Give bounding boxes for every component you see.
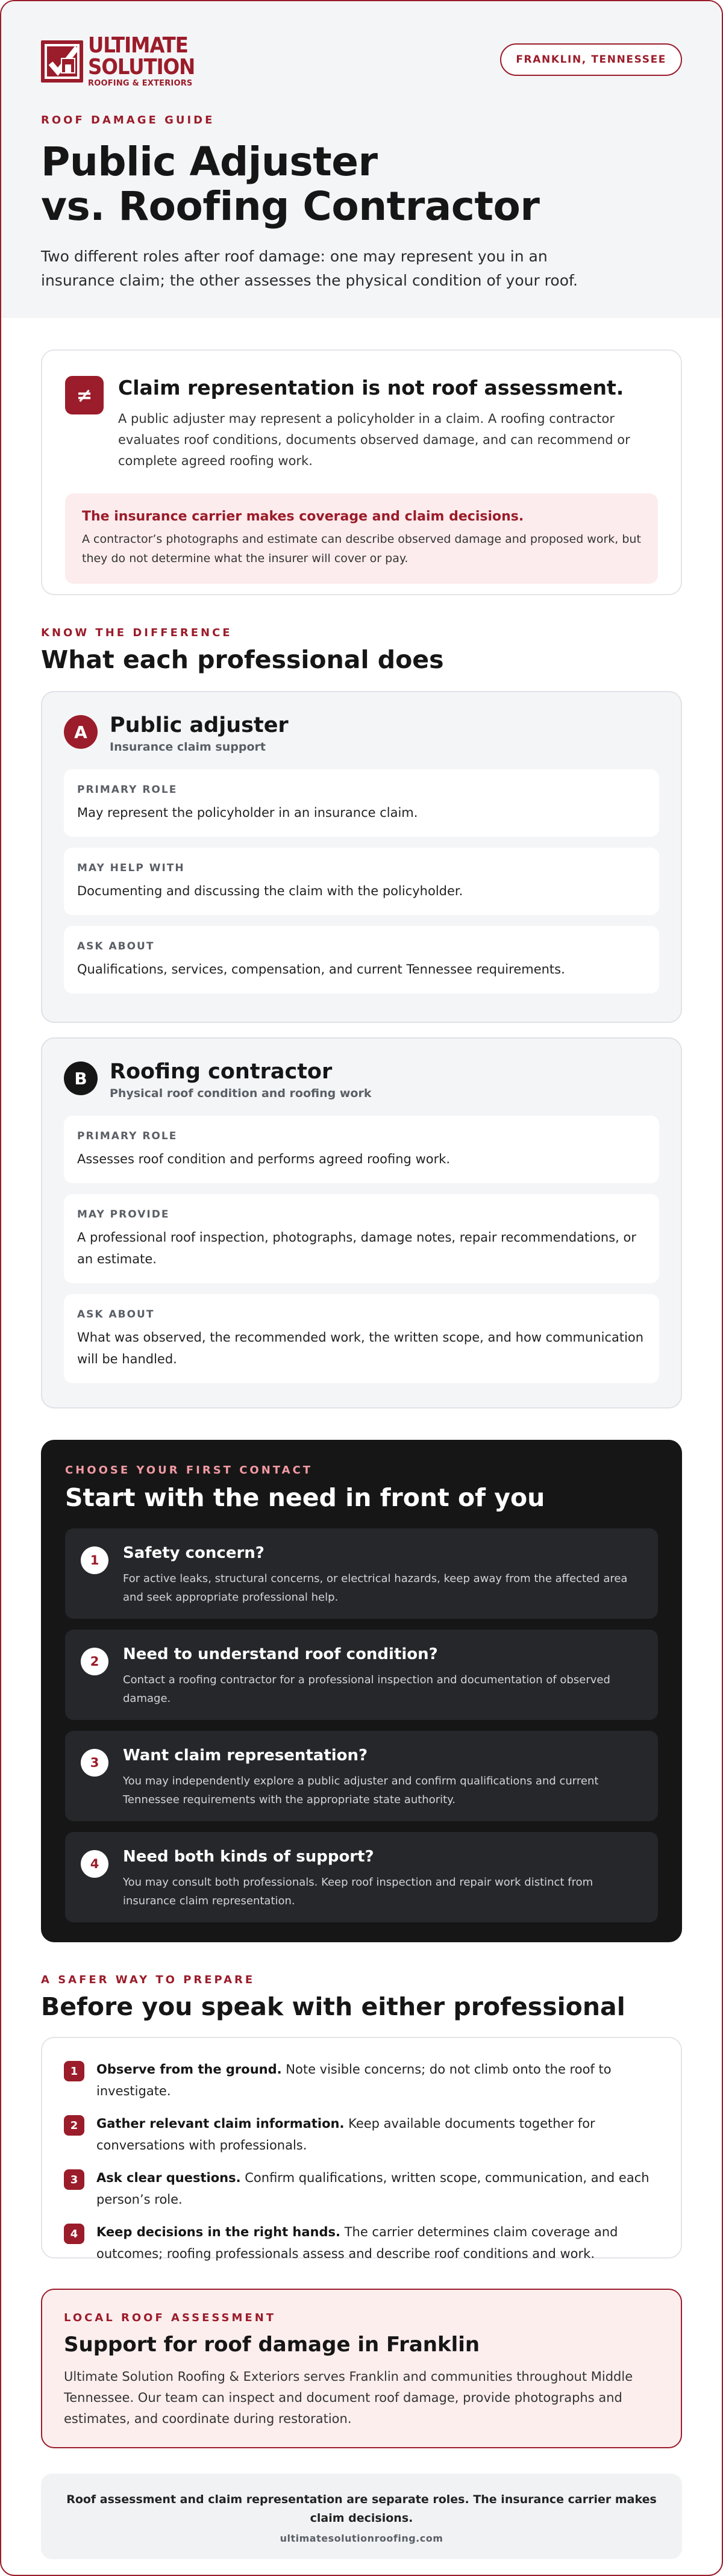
hero-eyebrow: ROOF DAMAGE GUIDE	[41, 114, 215, 127]
field-text: What was observed, the recommended work, the written scope, and how communication will be handled.	[77, 1330, 644, 1366]
list-item	[64, 2167, 659, 2210]
list-item-lead: Gather relevant claim information.	[96, 2116, 345, 2131]
step-card	[65, 1630, 658, 1720]
step-title: Safety concern?	[123, 1544, 264, 1562]
hero-lead: Two different roles after roof damage: one may represent you in an insurance claim; the other assesses the physical condition of your roof.	[41, 248, 578, 289]
list-item-text: Confirm qualifications, written scope, communication, and each person’s role.	[96, 2171, 649, 2207]
footer	[41, 2474, 682, 2559]
list-item-text: The carrier determines claim coverage and outcomes; roofing professionals assess and describe roof conditions and work.	[96, 2225, 618, 2261]
not-equal-icon: ≠	[65, 376, 104, 414]
role-field	[64, 769, 659, 837]
list-item-lead: Keep decisions in the right hands.	[96, 2225, 341, 2239]
local-title: Support for roof damage in Franklin	[64, 2333, 480, 2357]
step-number: 3	[81, 1749, 108, 1777]
role-field	[64, 848, 659, 915]
notice-card	[41, 349, 682, 595]
role-letter-badge: A	[64, 715, 98, 749]
hero-section	[1, 1, 722, 318]
callout-body: A contractor’s photographs and estimate can describe observed damage and proposed work, but they do not determine what the insurer will cover or pay.	[82, 533, 641, 565]
list-item-number: 4	[64, 2224, 84, 2244]
list-item-number: 3	[64, 2169, 84, 2190]
list-item	[64, 2113, 659, 2156]
callout-title: The insurance carrier makes coverage and claim decisions.	[82, 509, 524, 524]
step-card	[65, 1528, 658, 1619]
field-label: MAY PROVIDE	[77, 1208, 170, 1221]
role-letter-badge: B	[64, 1061, 98, 1095]
difference-title: What each professional does	[41, 645, 444, 674]
brand-line-2: SOLUTION	[88, 55, 195, 80]
list-item	[64, 2059, 659, 2102]
field-label: PRIMARY ROLE	[77, 784, 178, 796]
first-contact-section	[41, 1440, 682, 1942]
local-assessment-card	[41, 2289, 682, 2448]
step-title: Need to understand roof condition?	[123, 1645, 438, 1663]
list-item-lead: Observe from the ground.	[96, 2062, 282, 2077]
location-badge: FRANKLIN, TENNESSEE	[500, 43, 682, 76]
step-card	[65, 1832, 658, 1922]
list-item-lead: Ask clear questions.	[96, 2171, 241, 2185]
list-item-number: 1	[64, 2061, 84, 2081]
notice-title: Claim representation is not roof assessment.	[118, 376, 624, 399]
page-title-line-2: vs. Roofing Contractor	[41, 183, 540, 230]
prepare-eyebrow: A SAFER WAY TO PREPARE	[41, 1974, 255, 1986]
field-label: PRIMARY ROLE	[77, 1130, 178, 1142]
difference-eyebrow: KNOW THE DIFFERENCE	[41, 627, 233, 639]
field-label: ASK ABOUT	[77, 940, 155, 952]
local-eyebrow: LOCAL ROOF ASSESSMENT	[64, 2312, 277, 2324]
step-text: For active leaks, structural concerns, or electrical hazards, keep away from the affected area and seek appropriate professional help.	[123, 1572, 628, 1604]
step-title: Need both kinds of support?	[123, 1848, 374, 1866]
step-text: You may consult both professionals. Keep roof inspection and repair work distinct from insurance claim representation.	[123, 1876, 593, 1907]
role-card-roofing-contractor	[41, 1037, 682, 1408]
list-item	[64, 2221, 659, 2265]
notice-body: A public adjuster may represent a policyholder in a claim. A roofing contractor evaluates roof conditions, documents observed damage, and can recommend or complete agreed roofing work.	[118, 411, 630, 468]
first-contact-title: Start with the need in front of you	[65, 1483, 545, 1512]
field-text: A professional roof inspection, photographs, damage notes, repair recommendations, or an estimate.	[77, 1230, 636, 1266]
list-item-number: 2	[64, 2115, 84, 2136]
field-label: ASK ABOUT	[77, 1308, 155, 1321]
prepare-list	[41, 2037, 682, 2259]
footer-url-link[interactable]: ultimatesolutionroofing.com	[280, 2533, 443, 2544]
page-title-line-1: Public Adjuster	[41, 139, 378, 185]
list-item-text: Note visible concerns; do not climb onto the roof to investigate.	[96, 2062, 612, 2098]
page-title	[41, 140, 682, 229]
main-content	[1, 349, 722, 2559]
role-title: Roofing contractor	[110, 1060, 333, 1084]
local-body: Ultimate Solution Roofing & Exteriors serves Franklin and communities throughout Middle Tennessee. Our team can inspect and document roof damage, provide photographs and estimates, and coordinate during restoration.	[64, 2369, 633, 2426]
logo-mark-icon	[41, 40, 83, 83]
field-label: MAY HELP WITH	[77, 862, 185, 874]
field-text: May represent the policyholder in an insurance claim.	[77, 805, 418, 820]
brand-line-3: ROOFING & EXTERIORS	[88, 79, 193, 88]
step-number: 1	[81, 1546, 108, 1574]
first-contact-eyebrow: CHOOSE YOUR FIRST CONTACT	[65, 1464, 313, 1477]
field-text: Qualifications, services, compensation, and current Tennessee requirements.	[77, 962, 565, 977]
field-text: Assesses roof condition and performs agreed roofing work.	[77, 1152, 451, 1166]
step-number: 4	[81, 1850, 108, 1878]
role-field	[64, 1116, 659, 1183]
footer-text: Roof assessment and claim representation are separate roles. The insurance carrier makes claim decisions.	[66, 2493, 657, 2525]
prepare-title: Before you speak with either professional	[41, 1992, 625, 2021]
list-item-text: Keep available documents together for conversations with professionals.	[96, 2116, 595, 2152]
field-text: Documenting and discussing the claim with the policyholder.	[77, 884, 463, 898]
notice-callout	[65, 493, 658, 584]
role-subtitle: Insurance claim support	[110, 740, 266, 754]
step-number: 2	[81, 1648, 108, 1675]
role-title: Public adjuster	[110, 713, 289, 737]
role-card-public-adjuster	[41, 691, 682, 1023]
role-field	[64, 1194, 659, 1283]
step-card	[65, 1731, 658, 1821]
step-text: You may independently explore a public adjuster and confirm qualifications and current Tennessee requirements with the appropriate state authority.	[123, 1775, 599, 1806]
role-field	[64, 926, 659, 993]
role-field	[64, 1294, 659, 1383]
step-title: Want claim representation?	[123, 1746, 368, 1765]
role-subtitle: Physical roof condition and roofing work	[110, 1087, 372, 1100]
brand-line-1: ULTIMATE	[88, 33, 188, 58]
step-text: Contact a roofing contractor for a professional inspection and documentation of observed damage.	[123, 1674, 610, 1705]
